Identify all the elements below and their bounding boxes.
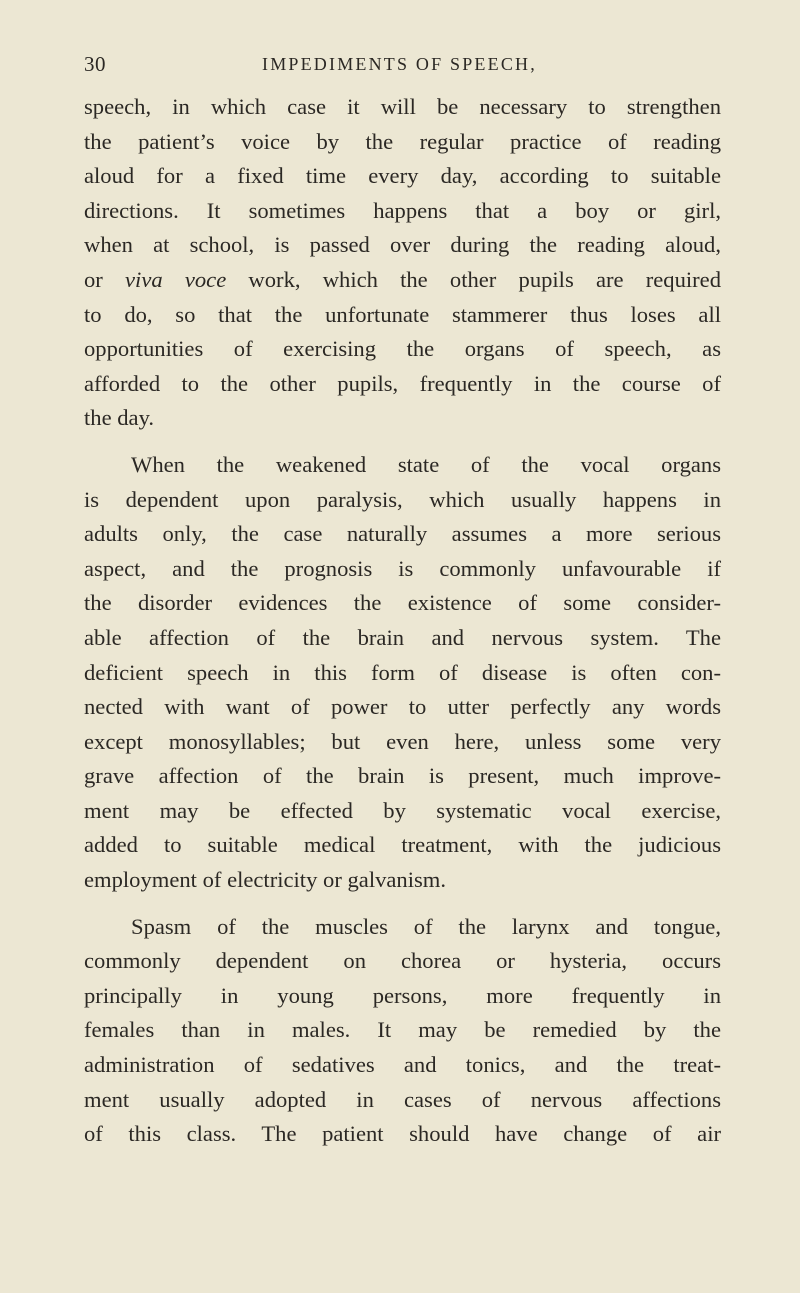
body-text (84, 90, 721, 1152)
text-line: adults only, the case naturally assumes a more serious (84, 521, 721, 547)
paragraph (84, 910, 721, 1152)
text-line: is dependent upon paralysis, which usually happens in (84, 486, 721, 512)
text-line: females than in males. It may be remedied by the (84, 1017, 721, 1043)
text-line: to do, so that the unfortunate stammerer thus loses all (84, 301, 721, 327)
text-line: administration of sedatives and tonics, and the treat- (84, 1052, 721, 1078)
text-line: directions. It sometimes happens that a boy or girl, (84, 197, 721, 223)
italic-phrase: viva voce (125, 266, 227, 292)
running-header (84, 52, 724, 84)
paragraph (84, 90, 721, 436)
text-line: the disorder evidences the existence of some consider- (84, 590, 721, 616)
page-number: 30 (84, 52, 106, 76)
paragraph (84, 448, 721, 898)
text-line: afforded to the other pupils, frequently in the course of (84, 370, 721, 396)
text-line: Spasm of the muscles of the larynx and tongue, (131, 913, 721, 939)
text-line: aspect, and the prognosis is commonly unfavourable if (84, 555, 721, 581)
text-line: added to suitable medical treatment, with the judicious (84, 832, 721, 858)
text-line: grave affection of the brain is present, much improve- (84, 763, 721, 789)
text-line: when at school, is passed over during the reading aloud, (84, 232, 721, 258)
text-line: able affection of the brain and nervous system. The (84, 624, 721, 650)
text-line: deficient speech in this form of disease is often con- (84, 659, 721, 685)
text-line: principally in young persons, more frequently in (84, 982, 721, 1008)
text-line: ment may be effected by systematic vocal exercise, (84, 797, 721, 823)
text-line: commonly dependent on chorea or hysteria, occurs (84, 948, 721, 974)
text-line: the patient’s voice by the regular practice of reading (84, 128, 721, 154)
running-title: IMPEDIMENTS OF SPEECH, (262, 54, 537, 74)
text-line: ment usually adopted in cases of nervous affections (84, 1086, 721, 1112)
text-line: of this class. The patient should have change of air (84, 1121, 721, 1147)
text-line: the day. (84, 405, 155, 431)
text-line: opportunities of exercising the organs of speech, as (84, 336, 721, 362)
text-line: When the weakened state of the vocal organs (131, 451, 721, 477)
text-line: except monosyllables; but even here, unless some very (84, 728, 721, 754)
text-line: aloud for a fixed time every day, according to suitable (84, 163, 721, 189)
text-line: employment of electricity or galvanism. (84, 867, 447, 893)
text-line: speech, in which case it will be necessary to strengthen (84, 94, 721, 119)
text-line: or viva voce work, which the other pupils are required (84, 266, 721, 292)
text-line: nected with want of power to utter perfectly any words (84, 694, 721, 720)
